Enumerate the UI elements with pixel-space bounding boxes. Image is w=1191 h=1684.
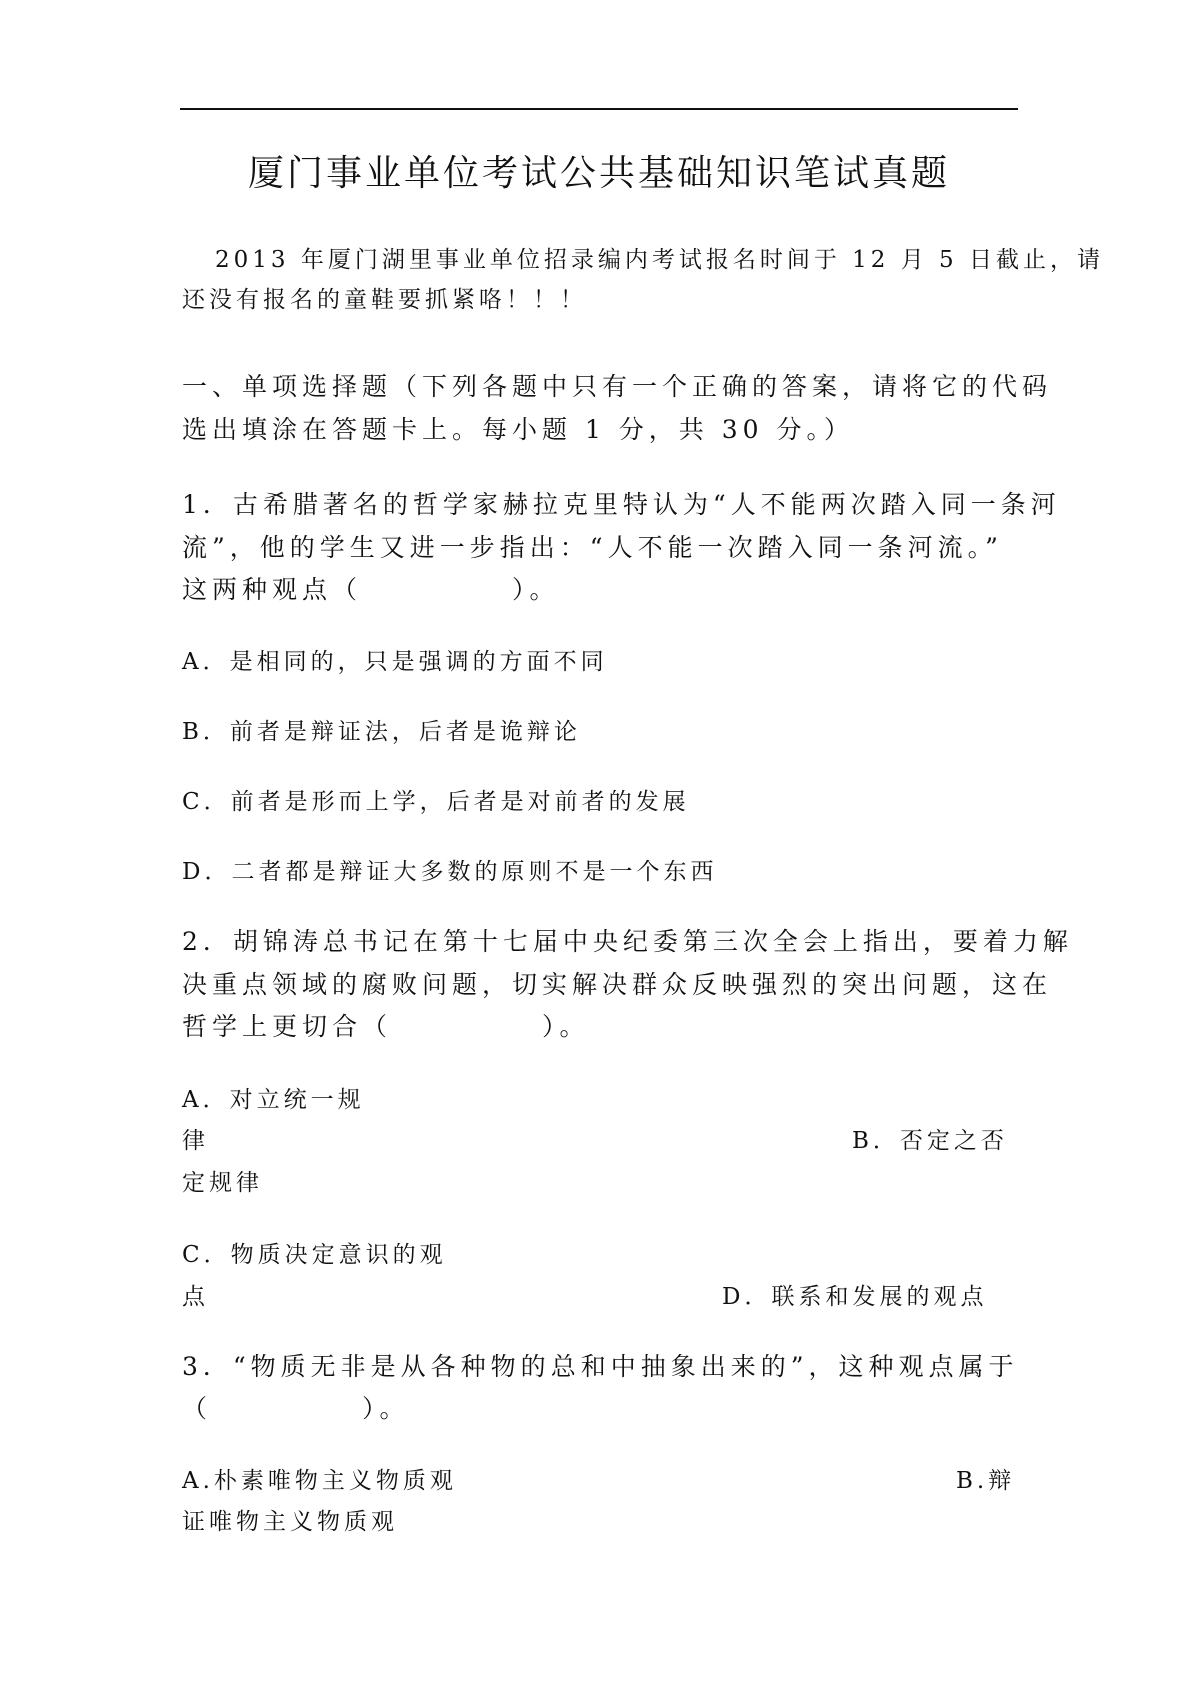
q3-option-a: A.朴素唯物主义物质观 xyxy=(182,1468,457,1494)
q2-option-c-line-1: C．物质决定意识的观 xyxy=(182,1242,447,1268)
q2-line-1: 2．胡锦涛总书记在第十七届中央纪委第三次全会上指出，要着力解 xyxy=(182,927,1073,956)
q1-line-3: 这两种观点（ ）。 xyxy=(182,575,560,604)
q2-option-c-line-2: 点 xyxy=(182,1284,209,1310)
header-rule xyxy=(180,108,1018,110)
q2-option-d: D．联系和发展的观点 xyxy=(722,1284,988,1310)
q1-line-2: 流”，他的学生又进一步指出：“人不能一次踏入同一条河流。” xyxy=(182,533,1003,562)
q3-line-1: 3．“物质无非是从各种物的总和中抽象出来的”，这种观点属于 xyxy=(182,1352,1019,1381)
q1-line-1: 1．古希腊著名的哲学家赫拉克里特认为“人不能两次踏入同一条河 xyxy=(182,490,1061,519)
q2-line-3: 哲学上更切合（ ）。 xyxy=(182,1012,590,1041)
q2-option-a-line-1: A．对立统一规 xyxy=(182,1087,365,1113)
q2-line-2: 决重点领域的腐败问题，切实解决群众反映强烈的突出问题，这在 xyxy=(182,970,1053,999)
intro-line-2: 还没有报名的童鞋要抓紧咯！！！ xyxy=(182,287,587,313)
q1-option-b: B．前者是辩证法，后者是诡辩论 xyxy=(182,719,581,745)
q1-option-d: D．二者都是辩证大多数的原则不是一个东西 xyxy=(182,859,718,885)
q3-option-b-line-1: B.辩 xyxy=(956,1468,1016,1494)
q1-option-a: A．是相同的，只是强调的方面不同 xyxy=(182,649,608,675)
q2-option-b-line-2: 定规律 xyxy=(182,1170,263,1196)
q3-line-2: （ ）。 xyxy=(182,1394,410,1423)
q3-option-b-line-2: 证唯物主义物质观 xyxy=(182,1509,398,1535)
q2-option-a-line-2: 律 xyxy=(182,1128,209,1154)
intro-line-1: 2013 年厦门湖里事业单位招录编内考试报名时间于 12 月 5 日截止，请 xyxy=(215,247,1104,273)
section-heading-line-1: 一、单项选择题（下列各题中只有一个正确的答案，请将它的代码 xyxy=(182,372,1053,401)
section-heading-line-2: 选出填涂在答题卡上。每小题 1 分，共 30 分。） xyxy=(182,415,855,444)
page-title: 厦门事业单位考试公共基础知识笔试真题 xyxy=(247,153,950,194)
q1-option-c: C．前者是形而上学，后者是对前者的发展 xyxy=(182,789,690,815)
q2-option-b-line-1: B．否定之否 xyxy=(852,1128,1008,1154)
